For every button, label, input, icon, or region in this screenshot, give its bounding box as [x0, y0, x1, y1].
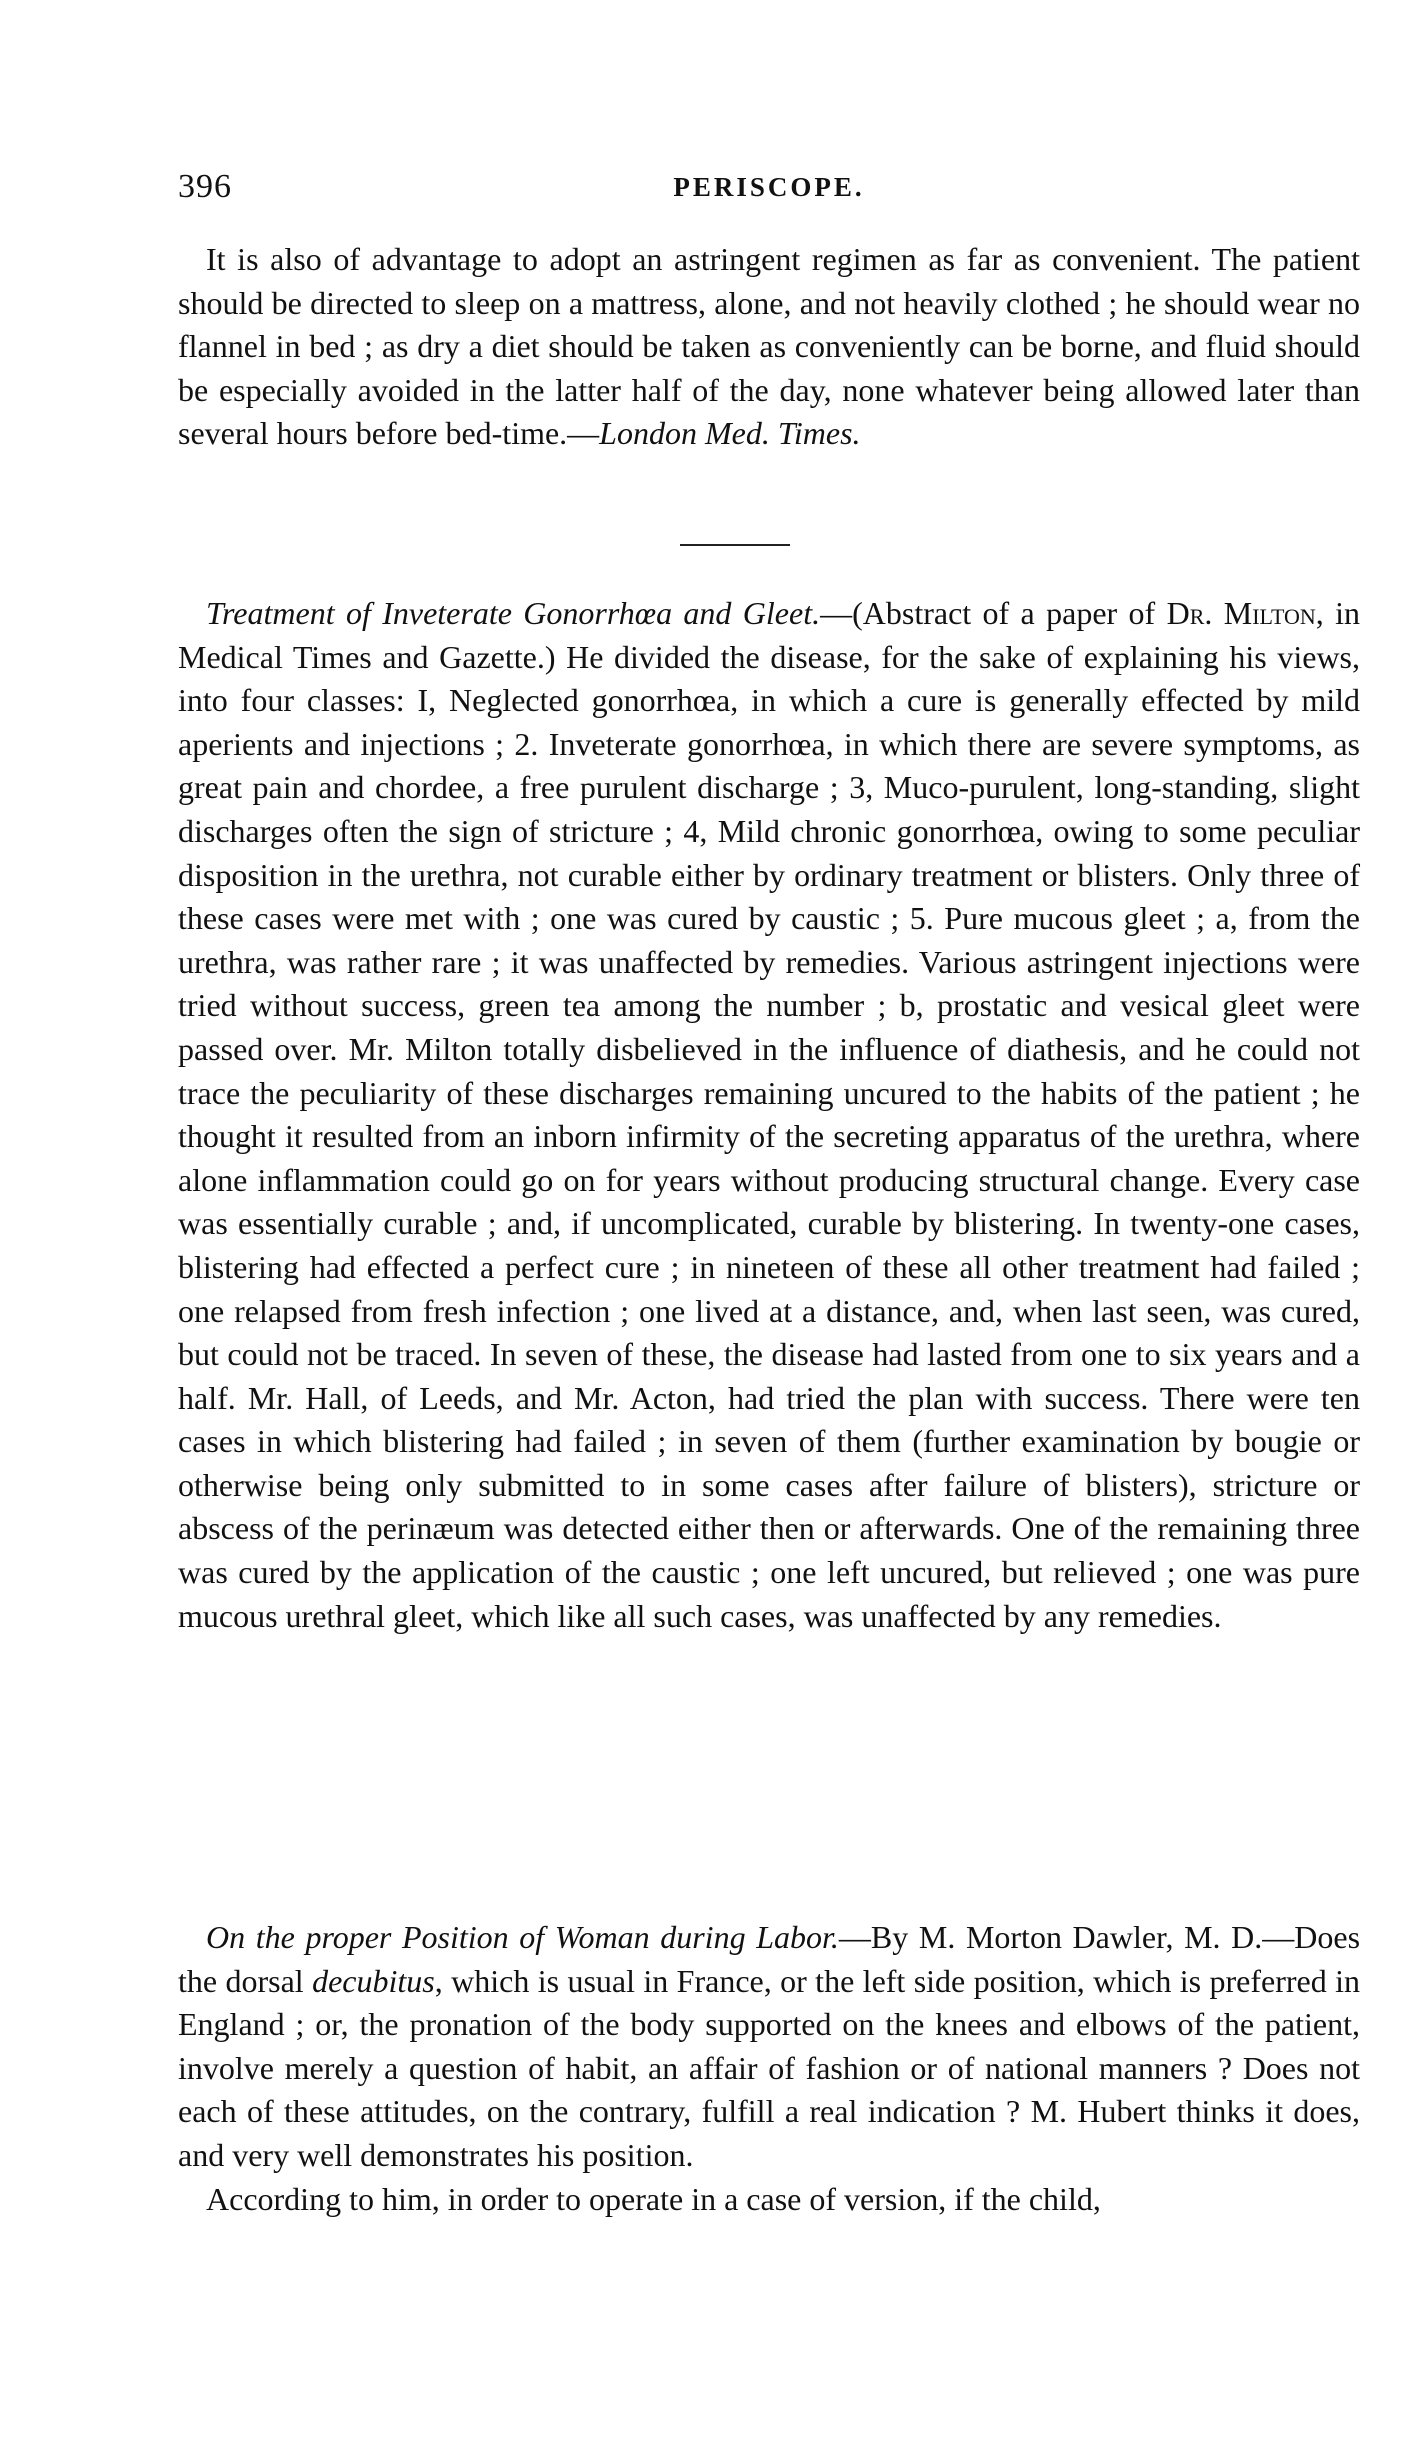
paragraph-text: , in Medical Times and Gazette.) He divided the disease, for the sake of explaining his views, into four classes: I, Neglected gonorrhœa, in which a cure is generally effected by mild aperients and injections ; 2. Inveterate gonorrhœa, in which there are severe symptoms, as great pain and chordee, a free purulent discharge ; 3, Muco-purulent, long-standing, slight discharges often the sign of stricture ; 4, Mild chronic gonorrhœa, owing to some peculiar disposition in the urethra, not curable either by ordinary treatment or blisters. Only three of these cases were met with ; one was cured by caustic ; 5. Pure mucous gleet ; a, from the urethra, was rather rare ; it was unaffected by remedies. Various astringent injections were tried without success, green tea among the number ; b, prostatic and vesical gleet were passed over. Mr. Milton totally disbelieved in the influence of diathesis, and he could not trace the peculiarity of these discharges remaining uncured to the habits of the patient ; he thought it resulted from an inborn infirmity of the secreting apparatus of the urethra, where alone inflammation could go on for years without producing structural change. Every case was essentially curable ; and, if uncomplicated, curable by blistering. In twenty-one cases, blistering had effected a perfect cure ; in nineteen of these all other treatment had failed ; one relapsed from fresh infection ; one lived at a distance, and, when last seen, was cured, but could not be traced. In seven of these, the disease had lasted from one to six years and a half. Mr. Hall, of Leeds, and Mr. Acton, had tried the plan with success. There were ten cases in which blistering had failed ; in seven of them (further examination by bougie or otherwise being only submitted to in some cases after failure of blisters), stricture or abscess of the perinæum was detected either then or afterwards. One of the remaining three was cured by the application of the caustic ; one left uncured, but relieved ; one was pure mucous urethral gleet, which like all such cases, was unaffected by any remedies.: [178, 595, 1361, 1634]
page-header: [178, 168, 1360, 208]
section-gonorrhoea-treatment: [178, 592, 1360, 1638]
paragraph-text: Does the dorsal: [178, 1919, 1361, 1999]
section-divider: [680, 544, 790, 546]
term: decubitus: [312, 1962, 435, 1999]
paragraph-text: According to him, in order to operate in a case of version, if the child,: [206, 2180, 1101, 2217]
paragraph: [178, 1916, 1360, 2178]
article-title: Treatment of Inveterate Gonorrhœa and Gleet.: [206, 595, 821, 631]
section-astringent-regimen: [178, 238, 1360, 456]
paragraph-text: It is also of advantage to adopt an astringent regimen as far as convenient. The patient should be directed to sleep on a mattress, alone, and not heavily clothed ; he should wear no flannel in bed ; as dry a diet should be taken as conveniently can be borne, and fluid should be especially avoided in the latter half of the day, none whatever being allowed later than several hours before bed-time.: [178, 241, 1360, 452]
intro-text: —(Abstract of a paper of: [820, 595, 1167, 631]
section-position-during-labor: [178, 1916, 1360, 2221]
source-citation: London Med. Times.: [599, 415, 861, 452]
paragraph: [178, 592, 1360, 1638]
source-dash: —: [567, 415, 600, 452]
paragraph: [178, 2178, 1360, 2222]
byline: —By M. Morton Dawler, M. D.—: [838, 1919, 1295, 1955]
page-number: 396: [178, 168, 232, 205]
paragraph-text: , which is usual in France, or the left side position, which is preferred in England ; or, the pronation of the body supported on the knees and elbows of the patient, involve merely a question of habit, an affair of fashion or of national manners ? Does not each of these attitudes, on the contrary, fulfill a real indication ? M. Hubert thinks it does, and very well demonstrates his position.: [178, 1962, 1361, 2173]
article-title: On the proper Position of Woman during Labor.: [206, 1919, 839, 1955]
author-name: Dr. Milton: [1166, 595, 1316, 631]
paragraph: [178, 238, 1360, 456]
running-head: PERISCOPE.: [673, 172, 865, 202]
